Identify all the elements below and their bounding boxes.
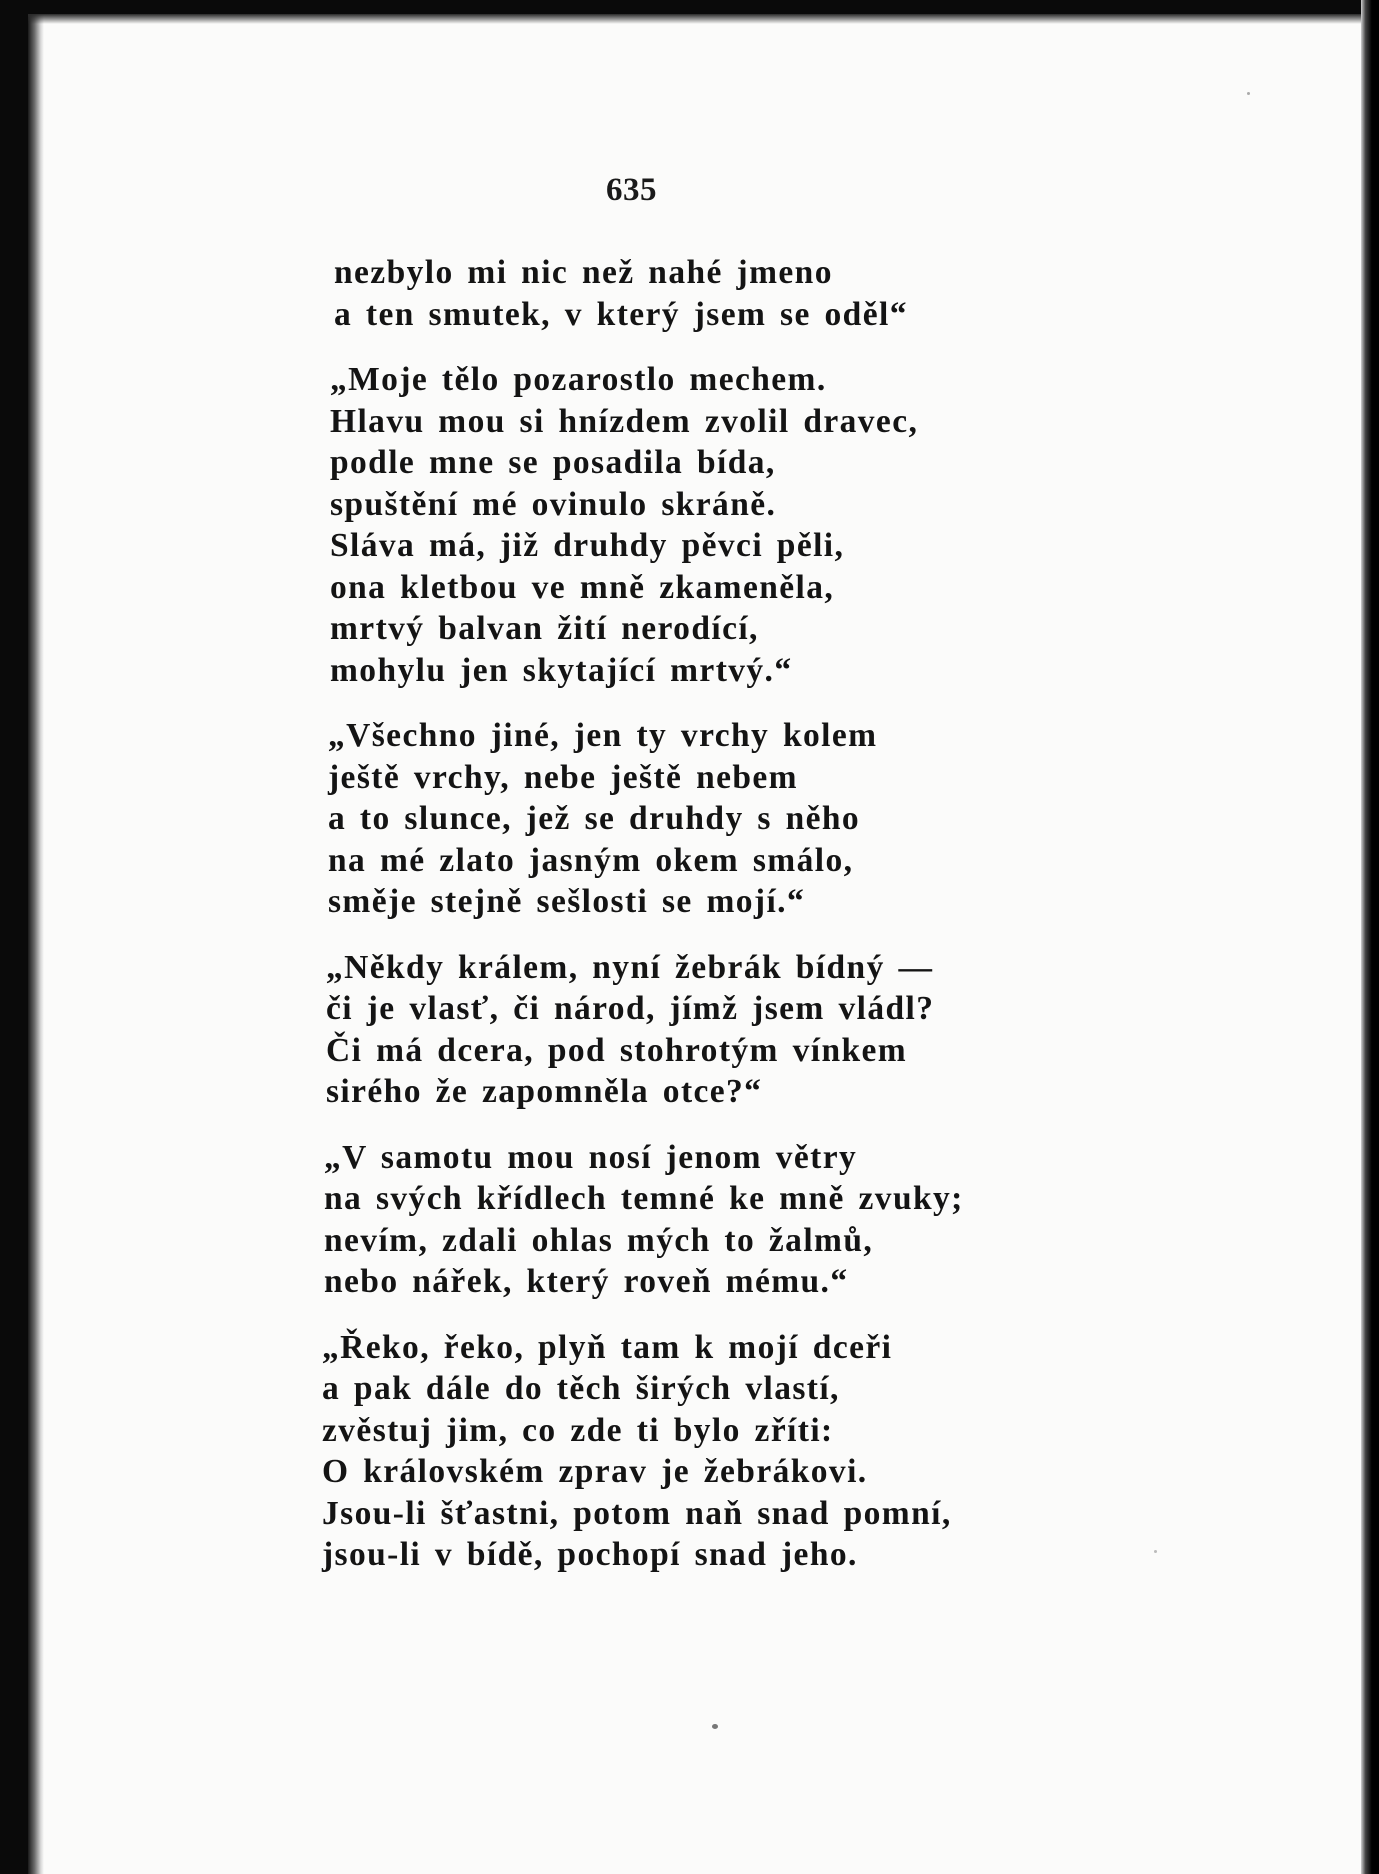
stanza: [328, 715, 964, 923]
poem-line: „Řeko, řeko, plyň tam k mojí dceři: [322, 1328, 893, 1366]
poem-line: a ten smutek, v který jsem se oděl“: [334, 295, 908, 333]
poem-line: „V samotu mou nosí jenom větry: [324, 1138, 858, 1176]
poem-line: Sláva má, již druhdy pěvci pěli,: [330, 527, 845, 564]
paper-speck: [1154, 1550, 1157, 1553]
poem-line: O královském zprav je žebrákovi.: [322, 1453, 868, 1490]
poem-line: Jsou-li šťastni, potom naň snad pomní,: [322, 1494, 952, 1532]
paper-speck: [1247, 92, 1250, 95]
stanza: [324, 1137, 964, 1303]
poem-line: „Někdy králem, nyní žebrák bídný —: [326, 948, 934, 986]
page-binding-edge: [28, 14, 44, 1874]
poem-line: podle mne se posadila bída,: [330, 444, 776, 481]
stanza: [334, 252, 964, 335]
poem-line: Hlavu mou si hnízdem zvolil dravec,: [330, 402, 919, 440]
poem-line: ještě vrchy, nebe ještě nebem: [328, 758, 798, 796]
poem-text: [322, 252, 964, 1576]
page-number: 635: [606, 172, 657, 208]
poem-line: mohylu jen skytající mrtvý.“: [330, 651, 793, 689]
stanza: [322, 1327, 964, 1576]
paper-speck: [712, 1724, 718, 1729]
poem-line: mrtvý balvan žití nerodící,: [330, 610, 759, 647]
poem-line: směje stejně sešlosti se mojí.“: [328, 883, 806, 920]
poem-line: na mé zlato jasným okem smálo,: [328, 841, 854, 879]
page-right-edge: [1361, 0, 1379, 1874]
poem-line: „Moje tělo pozarostlo mechem.: [330, 361, 827, 398]
poem-line: a pak dále do těch širých vlastí,: [322, 1370, 840, 1407]
poem-line: Či má dcera, pod stohrotým vínkem: [326, 1031, 908, 1069]
poem-line: jsou-li v bídě, pochopí snad jeho.: [322, 1536, 858, 1573]
poem-line: spuštění mé ovinulo skráně.: [330, 485, 777, 523]
stanza: [330, 359, 964, 691]
poem-line: či je vlasť, či národ, jímž jsem vládl?: [326, 990, 935, 1027]
poem-line: nebo nářek, který roveň mému.“: [324, 1263, 849, 1300]
poem-line: zvěstuj jim, co zde ti bylo zříti:: [322, 1411, 834, 1449]
poem-line: a to slunce, jež se druhdy s něho: [328, 800, 861, 837]
poem-line: nezbylo mi nic než nahé jmeno: [334, 254, 833, 291]
poem-line: na svých křídlech temné ke mně zvuky;: [324, 1180, 964, 1217]
page-top-shadow: [28, 14, 1364, 24]
poem-line: nevím, zdali ohlas mých to žalmů,: [324, 1221, 874, 1259]
poem-line: sirého že zapomněla otce?“: [326, 1073, 763, 1110]
poem-line: ona kletbou ve mně zkameněla,: [330, 568, 835, 606]
stanza: [326, 947, 964, 1113]
poem-line: „Všechno jiné, jen ty vrchy kolem: [328, 717, 878, 754]
